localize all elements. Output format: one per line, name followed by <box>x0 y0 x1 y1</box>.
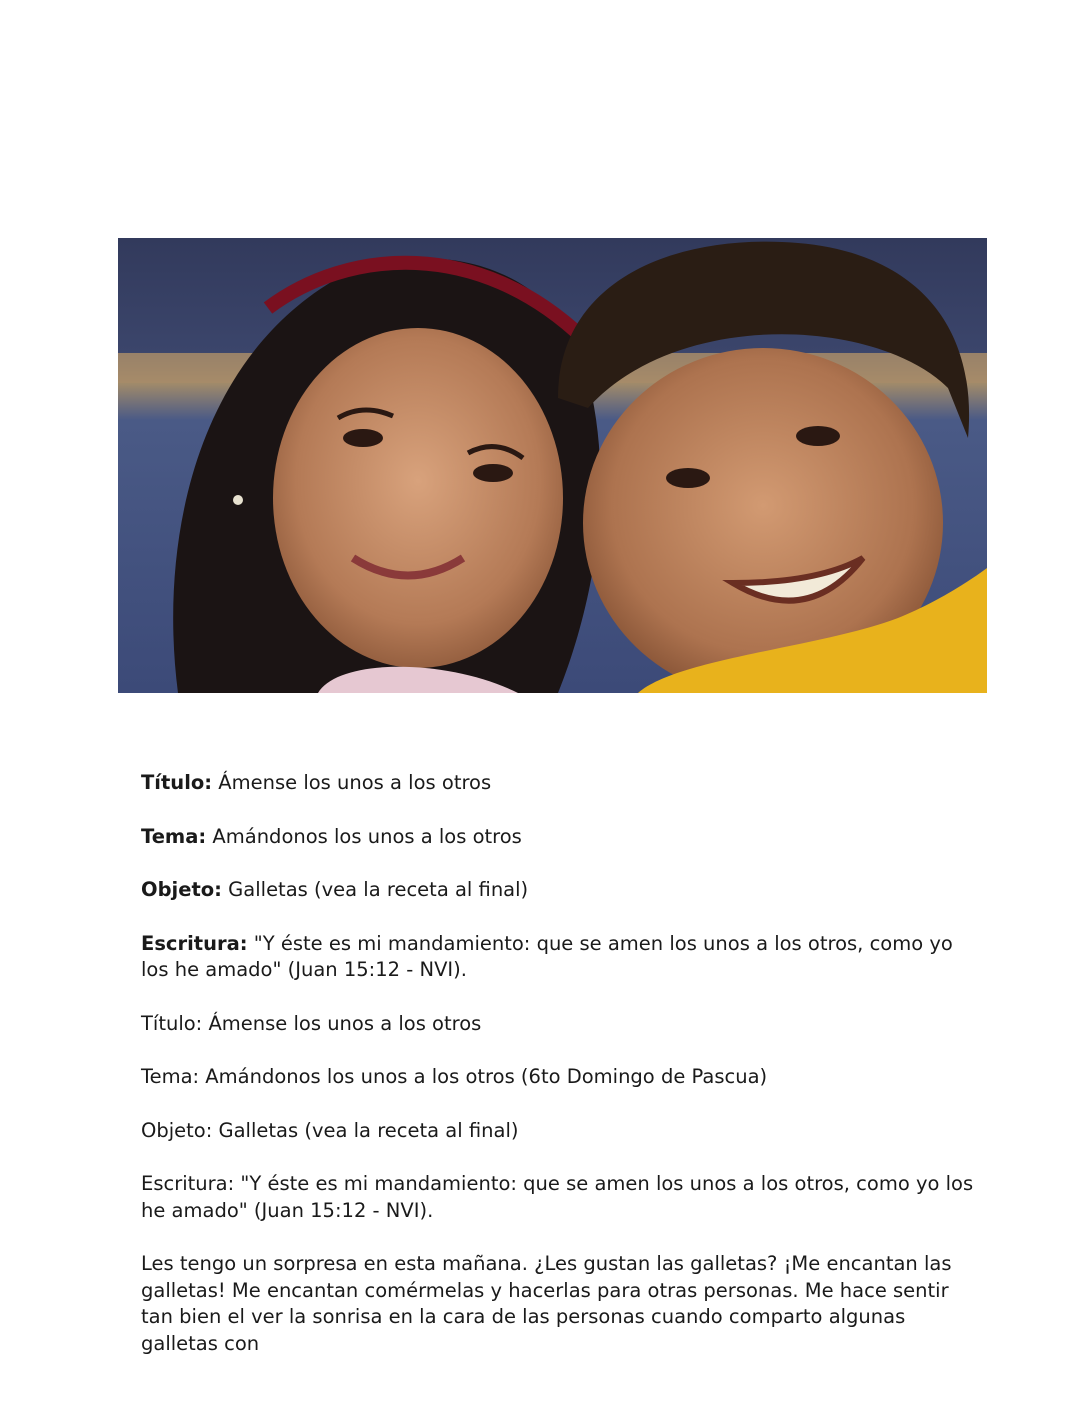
title-value: Ámense los unos a los otros <box>212 771 492 794</box>
object-label: Objeto: <box>141 878 222 901</box>
scripture-label: Escritura: <box>141 931 248 955</box>
plain-title-line: Título: Ámense los unos a los otros <box>141 1011 482 1035</box>
document-body <box>141 770 981 1384</box>
plain-theme-line: Tema: Amándonos los unos a los otros (6to Domingo de Pascua) <box>141 1065 768 1088</box>
object-line <box>141 877 981 904</box>
plain-scripture-line: Escritura: "Y éste es mi mandamiento: que se amen los unos a los otros, como yo los he amado" (Juan 15:12 - NVI). <box>141 1172 974 1222</box>
scripture-value: "Y éste es mi mandamiento: que se amen los unos a los otros, como yo los he amado" (Juan 15:12 - NVI). <box>141 931 953 981</box>
body-paragraph: Les tengo un sorpresa en esta mañana. ¿Les gustan las galletas? ¡Me encantan las galletas! Me encantan comérmelas y hacerlas para otras personas. Me hace sentir tan bien el ver la sonrisa en la cara de las personas cuando comparto algunas galletas con <box>141 1252 952 1355</box>
scripture-line <box>141 931 981 984</box>
plain-object-line: Objeto: Galletas (vea la receta al final) <box>141 1118 519 1142</box>
theme-label: Tema: <box>141 824 207 848</box>
object-value: Galletas (vea la receta al final) <box>221 878 529 901</box>
title-line <box>141 770 981 797</box>
title-label: Título: <box>141 771 213 794</box>
theme-value: Amándonos los unos a los otros <box>206 824 522 848</box>
children-photo-icon <box>118 238 987 693</box>
children-photo <box>118 238 987 693</box>
theme-line <box>141 824 981 851</box>
